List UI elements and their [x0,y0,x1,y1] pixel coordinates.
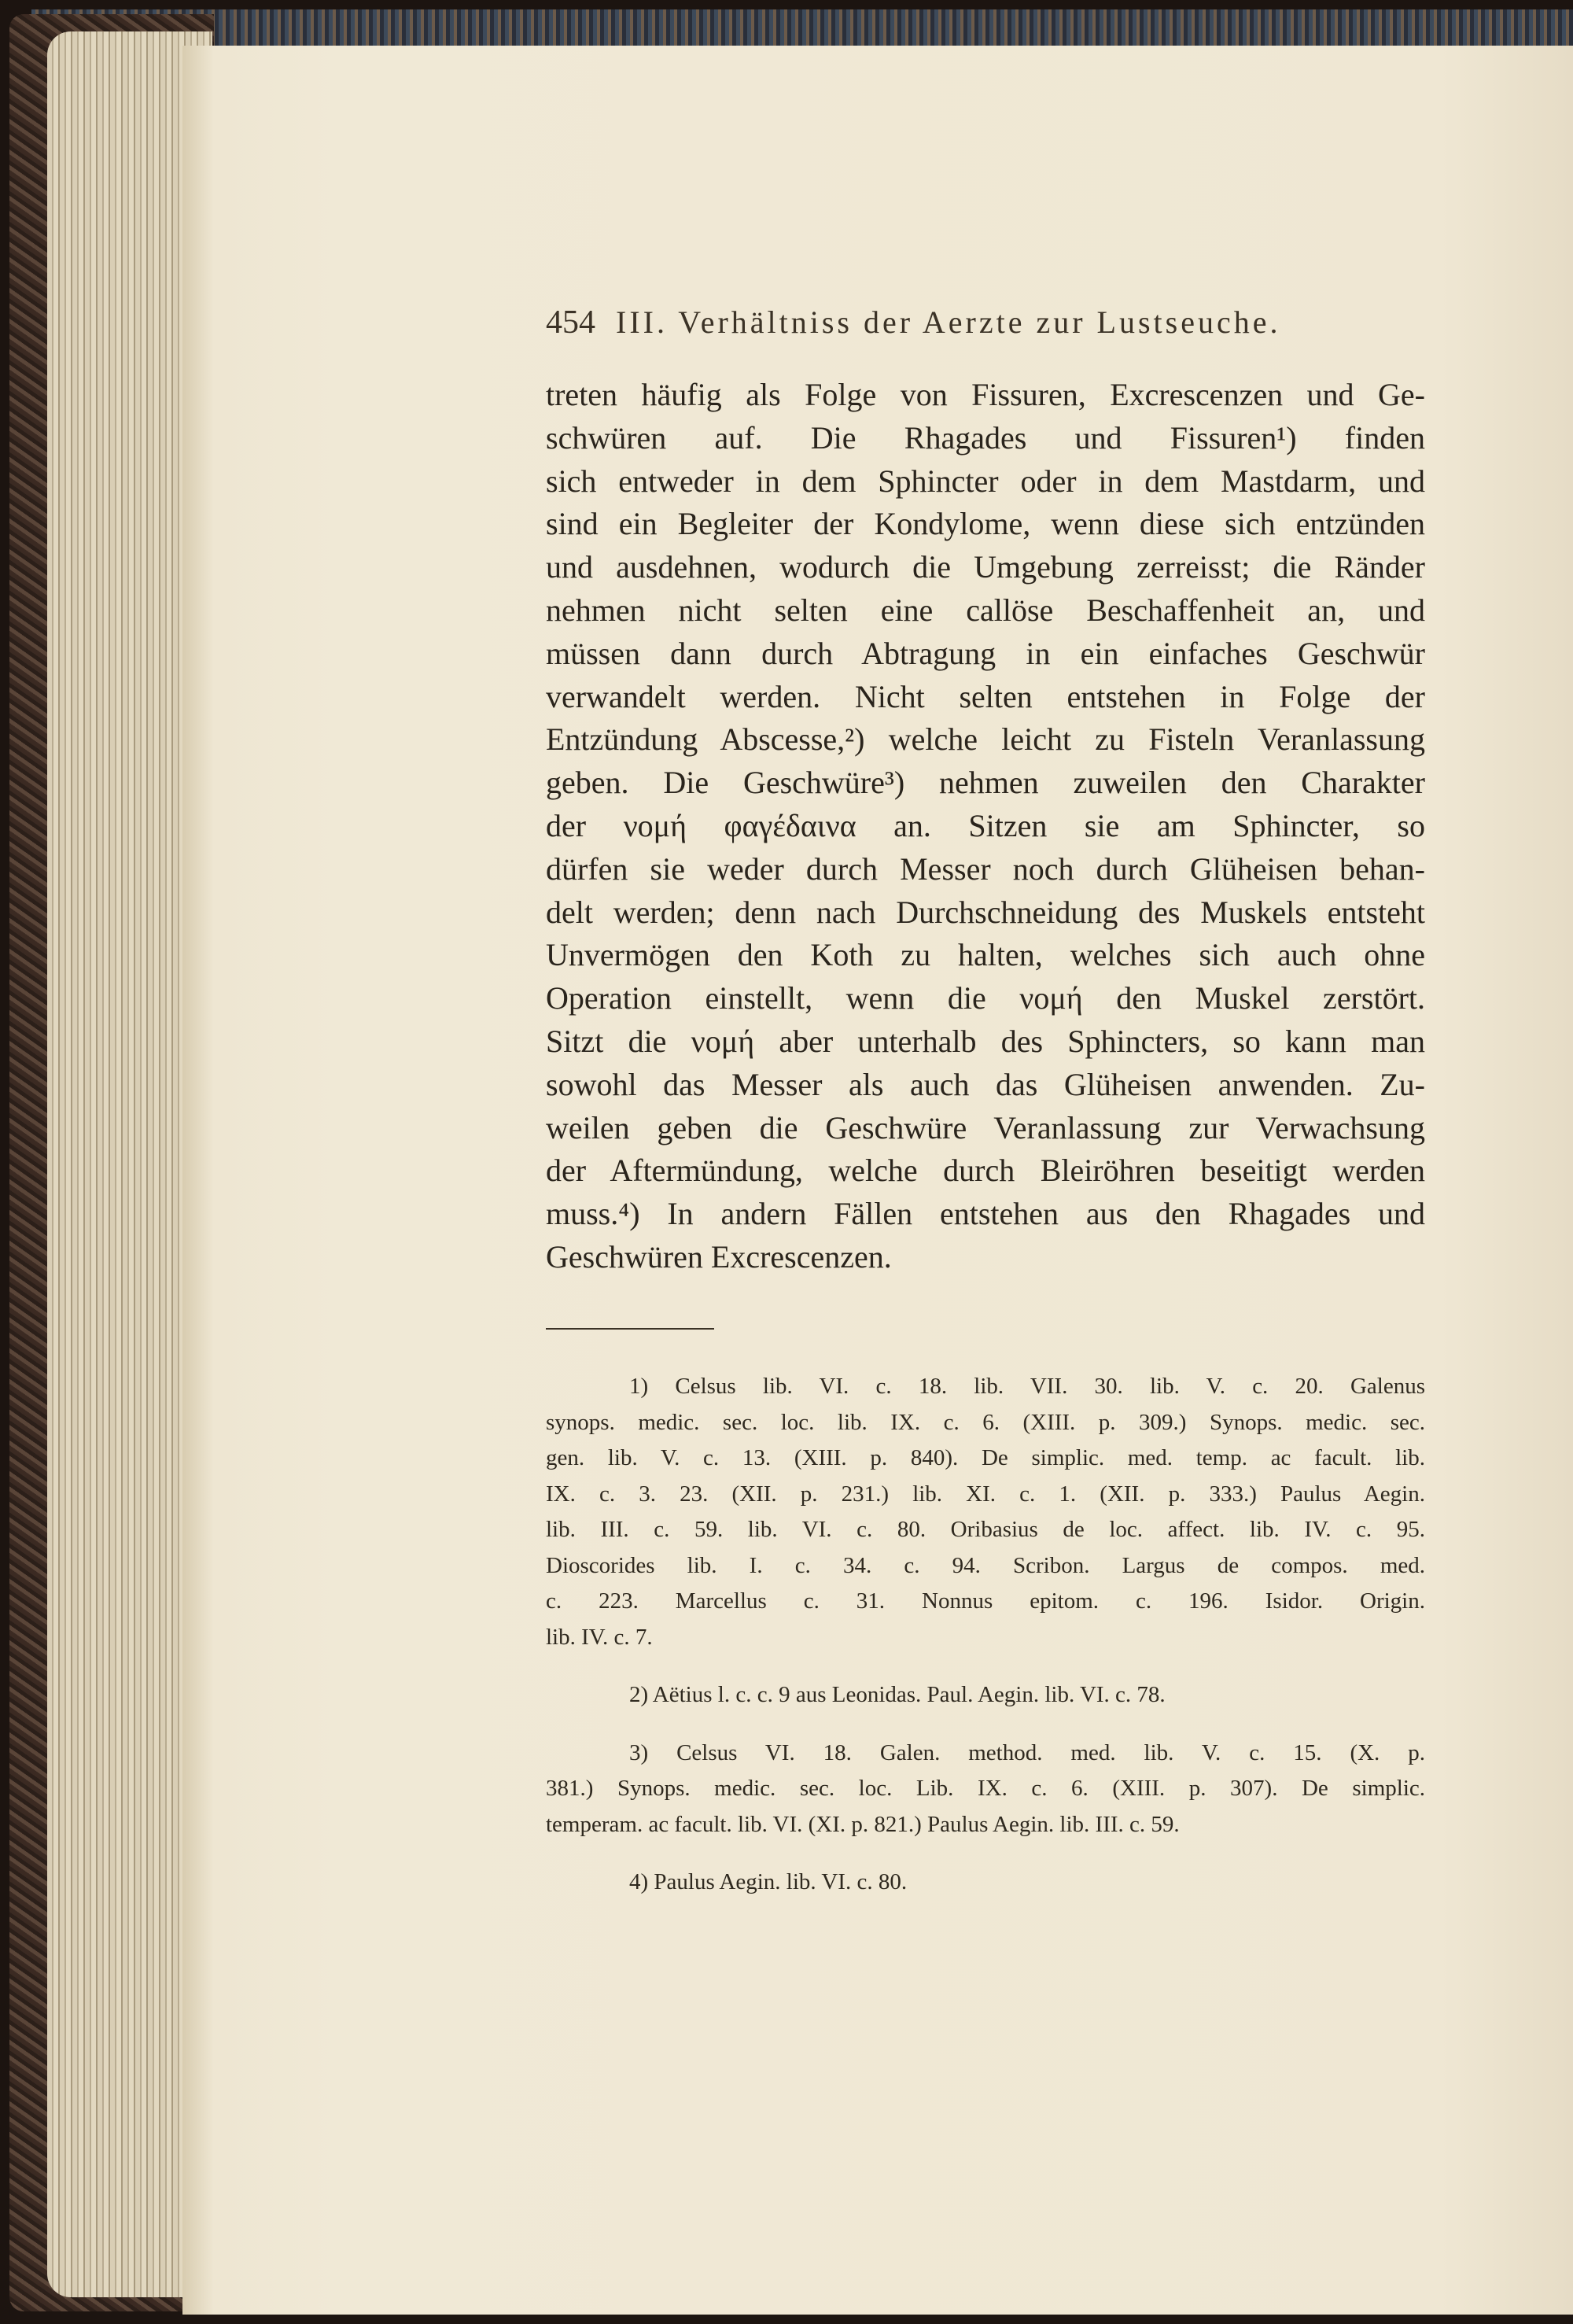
footnotes [546,1369,1425,1923]
text-line: und ausdehnen, wodurch die Umgebung zerreisst; die Ränder [546,549,1425,585]
footnote-rule [546,1328,714,1330]
footnote-line: lib. IV. c. 7. [546,1624,653,1650]
footnote-line: 381.) Synops. medic. sec. loc. Lib. IX. c. 6. (XIII. p. 307). De simplic. [546,1776,1425,1801]
text-line: dürfen sie weder durch Messer noch durch Glüheisen behan- [546,850,1425,887]
text-line: müssen dann durch Abtragung in ein einfaches Geschwür [546,635,1425,671]
footnote [546,1865,1425,1901]
footnote-line: c. 223. Marcellus c. 31. Nonnus epitom. c. 196. Isidor. Origin. [546,1588,1425,1614]
text-line: sind ein Begleiter der Kondylome, wenn diese sich entzünden [546,506,1425,542]
footnote-line: 4) Paulus Aegin. lib. VI. c. 80. [629,1869,908,1894]
text-line: treten häufig als Folge von Fissuren, Excrescenzen und Ge- [546,377,1425,412]
main-text [546,374,1425,1279]
footnote-line: 1) Celsus lib. VI. c. 18. lib. VII. 30. lib. V. c. 20. Galenus [629,1374,1425,1399]
text-line: weilen geben die Geschwüre Veranlassung zur Verwachsung [546,1109,1425,1145]
footnote-line: 3) Celsus VI. 18. Galen. method. med. lib. V. c. 15. (X. p. [629,1739,1425,1765]
footnote-line: lib. III. c. 59. lib. VI. c. 80. Oribasius de loc. affect. lib. IV. c. 95. [546,1517,1425,1542]
footnote [546,1736,1425,1843]
text-line: sich entweder in dem Sphincter oder in dem Mastdarm, und [546,463,1425,499]
text-line: Operation einstellt, wenn die νομή den Muskel zerstört. [546,980,1425,1016]
text-line: der Aftermündung, welche durch Bleiröhren beseitigt werden [546,1153,1425,1189]
text-line: sowohl das Messer als auch das Glüheisen anwenden. Zu- [546,1066,1425,1102]
footnote-line: synops. medic. sec. loc. lib. IX. c. 6. (XIII. p. 309.) Synops. medic. sec. [546,1409,1425,1435]
footnote [546,1369,1425,1655]
text-line: geben. Die Geschwüre³) nehmen zuweilen den Charakter [546,765,1425,801]
text-line: verwandelt werden. Nicht selten entstehen in Folge der [546,678,1425,714]
text-line: nehmen nicht selten eine callöse Beschaffenheit an, und [546,592,1425,628]
page-header [546,304,1427,343]
text-line: Sitzt die νομή aber unterhalb des Sphincters, so kann man [546,1023,1425,1059]
book-top-edge [31,9,1573,50]
text-line: delt werden; denn nach Durchschneidung des Muskels entsteht [546,894,1425,930]
footnote-line: Dioscorides lib. I. c. 34. c. 94. Scribon. Largus de compos. med. [546,1552,1425,1578]
footnote-line: gen. lib. V. c. 13. (XIII. p. 840). De simplic. med. temp. ac facult. lib. [546,1445,1425,1470]
text-line: muss.⁴) In andern Fällen entstehen aus den Rhagades und [546,1196,1425,1232]
footnote-line: temperam. ac facult. lib. VI. (XI. p. 821.) Paulus Aegin. lib. III. c. 59. [546,1811,1180,1837]
footnote-line: IX. c. 3. 23. (XII. p. 231.) lib. XI. c. 1. (XII. p. 333.) Paulus Aegin. [546,1481,1425,1507]
page-number: 454 [546,304,595,341]
footnote-line: 2) Aëtius l. c. c. 9 aus Leonidas. Paul. Aegin. lib. VI. c. 78. [629,1682,1166,1707]
text-line: Geschwüren Excrescenzen. [546,1238,892,1275]
running-head: III. Verhältniss der Aerzte zur Lustseuche. [616,304,1281,340]
footnote [546,1677,1425,1713]
text-line: der νομή φαγέδαινα an. Sitzen sie am Sphincter, so [546,807,1425,843]
text-line: Unvermögen den Koth zu halten, welches sich auch ohne [546,937,1425,973]
text-line: Entzündung Abscesse,²) welche leicht zu Fisteln Veranlassung [546,721,1425,758]
text-line: schwüren auf. Die Rhagades und Fissuren¹) finden [546,419,1425,456]
